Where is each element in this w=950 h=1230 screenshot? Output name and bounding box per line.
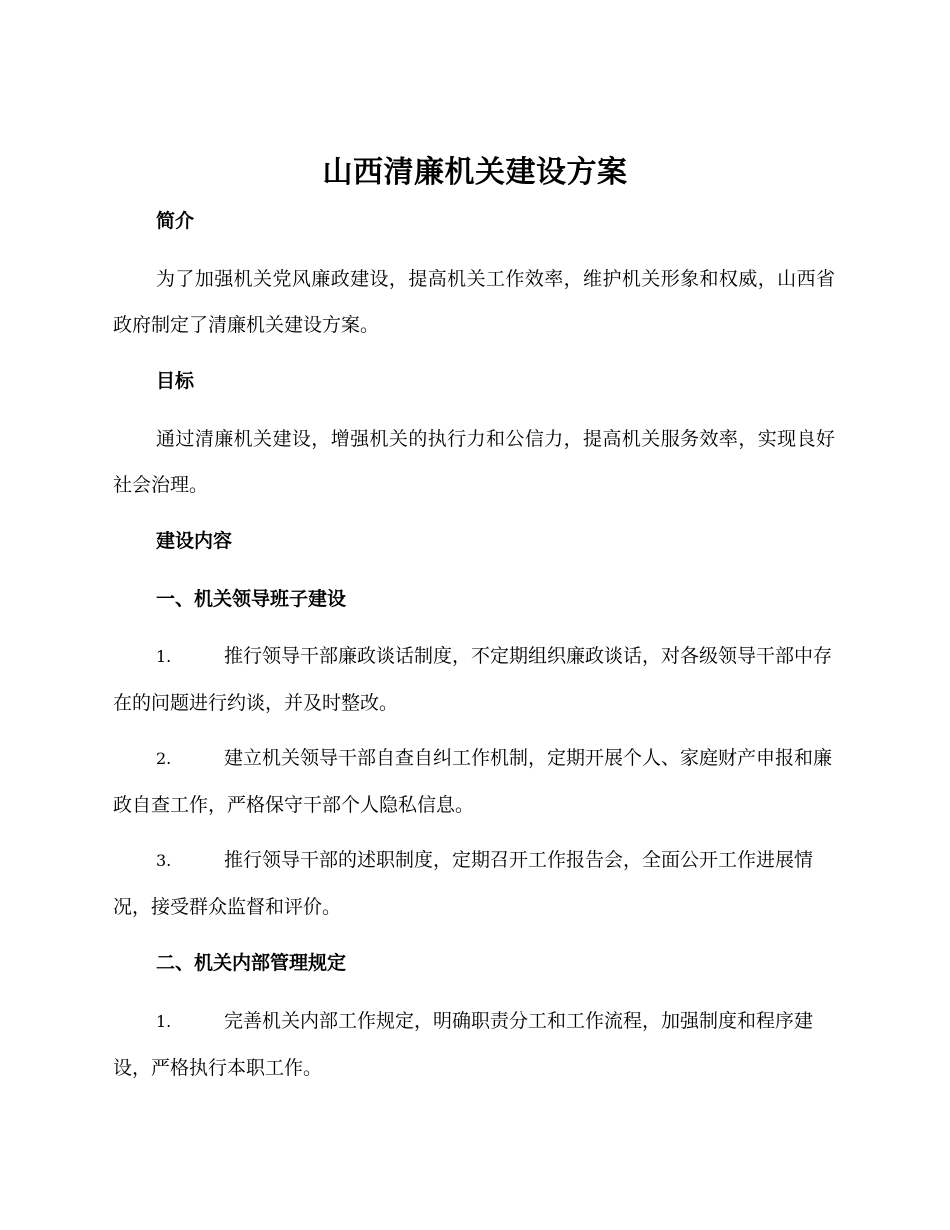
- list-item: [113, 837, 835, 930]
- section-heading-intro: 简介: [156, 210, 195, 232]
- list-item-number: 1.: [156, 1012, 172, 1031]
- list-item: [113, 735, 835, 828]
- list-item-text: 推行领导干部的述职制度，定期召开工作报告会，全面公开工作进展情况，接受群众监督和评价。: [113, 849, 814, 918]
- document-title: 山西清廉机关建设方案: [322, 155, 628, 190]
- intro-paragraph: 为了加强机关党风廉政建设，提高机关工作效率，维护机关形象和权威，山西省政府制定了清廉机关建设方案。: [113, 268, 835, 336]
- section-heading-goal: 目标: [156, 370, 195, 392]
- list-item: [113, 998, 835, 1091]
- list-item-text: 完善机关内部工作规定，明确职责分工和工作流程，加强制度和程序建设，严格执行本职工作。: [113, 1010, 814, 1079]
- goal-paragraph: 通过清廉机关建设，增强机关的执行力和公信力，提高机关服务效率，实现良好社会治理。: [113, 428, 835, 496]
- list-item-number: 3.: [156, 851, 172, 870]
- list-item-number: 2.: [156, 749, 172, 768]
- list-item-text: 建立机关领导干部自查自纠工作机制，定期开展个人、家庭财产申报和廉政自查工作，严格保守干部个人隐私信息。: [113, 747, 833, 816]
- subsection-heading-leadership: 一、机关领导班子建设: [156, 588, 347, 610]
- subsection-heading-internal-management: 二、机关内部管理规定: [156, 952, 347, 974]
- list-item: [113, 633, 835, 726]
- section-heading-content: 建设内容: [156, 530, 233, 552]
- list-item-text: 推行领导干部廉政谈话制度，不定期组织廉政谈话，对各级领导干部中存在的问题进行约谈，并及时整改。: [113, 645, 833, 714]
- list-item-number: 1.: [156, 647, 172, 666]
